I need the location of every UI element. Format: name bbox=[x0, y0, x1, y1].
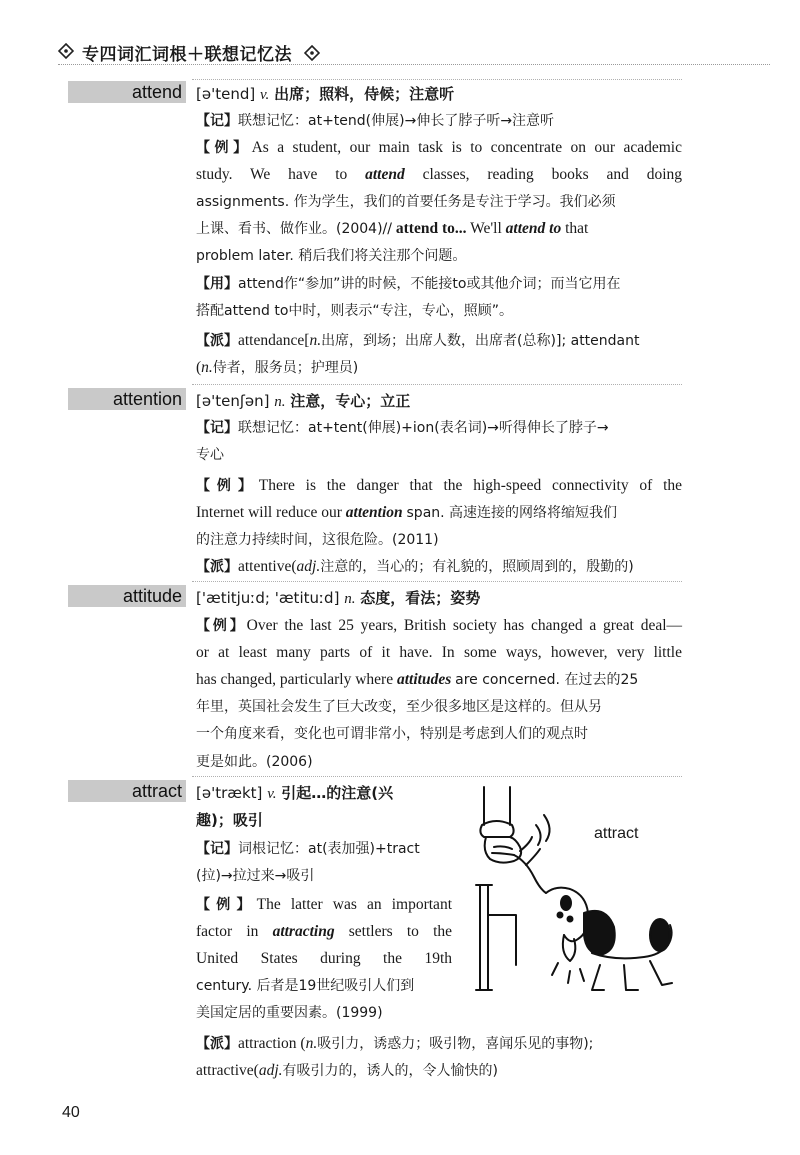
entry-divider bbox=[192, 581, 682, 582]
entry-headword: attract bbox=[131, 781, 182, 801]
example-line: has changed, particularly where attitudes are concerned. 在过去的25 bbox=[196, 671, 639, 688]
header-divider bbox=[58, 64, 770, 65]
entry-divider bbox=[192, 776, 682, 777]
example-line: 一个角度来看，变化也可谓非常小，特别是考虑到人们的观点时 bbox=[196, 726, 588, 742]
example-line: 【例】Over the last 25 years, British society has changed a great deal— bbox=[196, 617, 683, 634]
usage-line: 【用】attend作“参加”讲的时候，不能接to或其他介词；而当它用在 bbox=[196, 276, 621, 292]
entry-pronunciation: [ə'tend] v. 出席；照料，侍候；注意听 bbox=[196, 85, 455, 103]
entry-pronunciation: ['ætitjuːd; 'ætituːd] n. 态度，看法；姿势 bbox=[196, 589, 481, 607]
example-line: 上课、看书、做作业。(2004)// attend to... We'll attend to that bbox=[196, 220, 589, 237]
example-line: factor in attracting settlers to the bbox=[196, 923, 453, 940]
example-line: century. 后者是19世纪吸引人们到 bbox=[196, 978, 415, 994]
example-line: Internet will reduce our attention span. 高速连接的网络将缩短我们 bbox=[196, 504, 618, 521]
example-line: problem later. 稍后我们将关注那个问题。 bbox=[196, 248, 467, 264]
entry-headword: attitude bbox=[122, 586, 182, 606]
entry-definition-cont: 趣)；吸引 bbox=[196, 811, 263, 829]
usage-line: 搭配attend to中时，则表示“专注，专心，照顾”。 bbox=[196, 303, 513, 319]
illustration-label: attract bbox=[594, 825, 639, 842]
memory-line: 【记】联想记忆：at+tend(伸展)→伸长了脖子听→注意听 bbox=[196, 113, 555, 129]
example-line: or at least many parts of it have. In some ways, however, very little bbox=[196, 644, 682, 661]
page-number: 40 bbox=[62, 1104, 80, 1121]
example-line: study. We have to attend classes, reading books and doing bbox=[196, 166, 683, 183]
example-line: 的注意力持续时间，这很危险。(2011) bbox=[196, 532, 439, 548]
entry-headword: attention bbox=[112, 389, 182, 409]
entry-divider bbox=[192, 384, 682, 385]
header-title: 专四词汇词根＋联想记忆法 bbox=[82, 40, 320, 65]
running-header bbox=[58, 38, 770, 68]
entry-pronunciation: [ə'tenʃən] n. 注意，专心；立正 bbox=[196, 392, 411, 410]
diamond-left-icon bbox=[58, 43, 74, 63]
example-line: 更是如此。(2006) bbox=[196, 754, 313, 770]
attract-illustration bbox=[474, 785, 686, 1015]
entry-headword-bar bbox=[68, 81, 186, 103]
entry-headword-bar bbox=[68, 388, 186, 410]
example-line: 【例】The latter was an important bbox=[196, 896, 452, 913]
example-line: 年里，英国社会发生了巨大改变，至少很多地区是这样的。但从另 bbox=[196, 699, 602, 715]
entry-headword-bar bbox=[68, 780, 186, 802]
example-line: assignments. 作为学生，我们的首要任务是专注于学习。我们必须 bbox=[196, 194, 616, 210]
example-line: 【例】As a student, our main task is to concentrate on our academic bbox=[196, 139, 682, 156]
memory-line: 【记】词根记忆：at(表加强)+tract bbox=[196, 841, 420, 857]
derivative-line: 【派】attentive(adj.注意的，当心的；有礼貌的，照顾周到的，殷勤的) bbox=[196, 558, 634, 575]
derivative-line: 【派】attraction (n.吸引力，诱惑力；吸引物，喜闻乐见的事物); bbox=[196, 1035, 594, 1052]
entry-headword: attend bbox=[131, 82, 182, 102]
example-line: United States during the 19th bbox=[196, 950, 452, 967]
memory-line: (拉)→拉过来→吸引 bbox=[196, 868, 315, 884]
derivative-line: attractive(adj.有吸引力的，诱人的，令人愉快的) bbox=[196, 1062, 498, 1079]
entry-pronunciation: [ə'trækt] v. 引起…的注意(兴 bbox=[196, 784, 394, 802]
derivative-line: 【派】attendance[n.出席，到场；出席人数，出席者(总称)]; attendant bbox=[196, 332, 640, 349]
entry-divider bbox=[192, 79, 682, 80]
example-line: 美国定居的重要因素。(1999) bbox=[196, 1005, 383, 1021]
entry-headword-bar bbox=[68, 585, 186, 607]
memory-line: 【记】联想记忆：at+tent(伸展)+ion(表名词)→听得伸长了脖子→ bbox=[196, 420, 609, 436]
memory-line: 专心 bbox=[196, 447, 224, 463]
dog-being-pulled-drawing bbox=[474, 785, 686, 1015]
example-line: 【例】There is the danger that the high-speed connectivity of the bbox=[196, 477, 683, 494]
diamond-right-icon bbox=[304, 43, 320, 63]
derivative-line: (n.侍者，服务员；护理员) bbox=[196, 359, 359, 376]
